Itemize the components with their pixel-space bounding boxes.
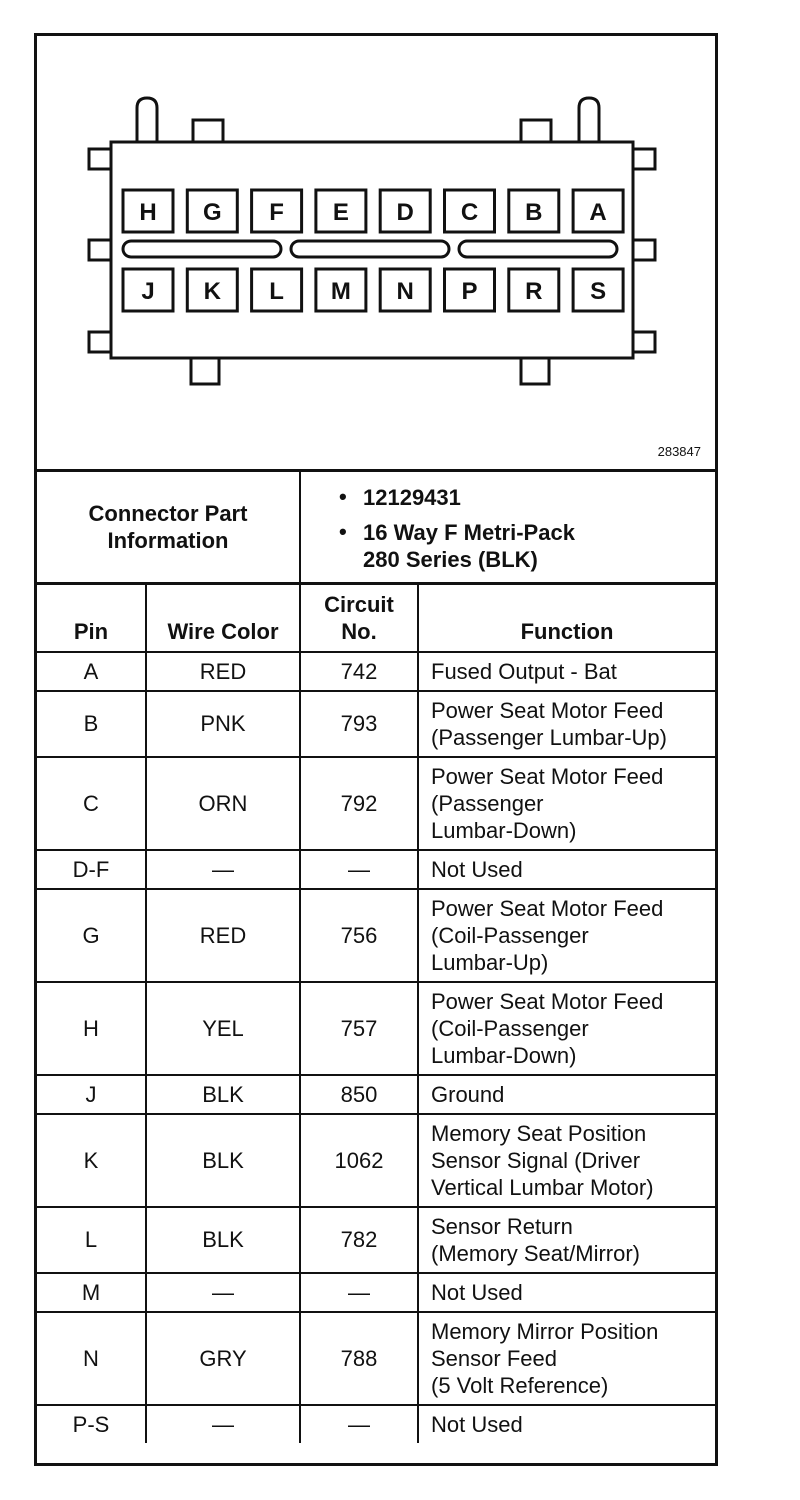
top-tab <box>193 120 223 144</box>
keying-slot <box>291 241 449 257</box>
cell-function: Sensor Return (Memory Seat/Mirror) <box>418 1207 715 1273</box>
table-row <box>37 1075 715 1114</box>
pin-label: D <box>396 199 414 226</box>
pin-label: H <box>139 199 157 226</box>
pinout-table <box>37 582 715 1443</box>
table-row <box>37 691 715 757</box>
header-function: Function <box>418 583 715 652</box>
cell-circuit-no: 1062 <box>300 1114 418 1207</box>
cell-circuit-no: 782 <box>300 1207 418 1273</box>
pin-label: N <box>396 278 414 305</box>
pin-label: R <box>525 278 543 305</box>
table-row <box>37 1114 715 1207</box>
pin-label: B <box>525 199 543 226</box>
cell-circuit-no: 788 <box>300 1312 418 1405</box>
cell-pin: J <box>37 1075 146 1114</box>
cell-wire-color: — <box>146 1405 300 1443</box>
connector-info-label: Connector Part Information <box>37 472 301 582</box>
cell-circuit-no: 756 <box>300 889 418 982</box>
cell-wire-color: BLK <box>146 1114 300 1207</box>
cell-pin: P-S <box>37 1405 146 1443</box>
cell-function: Not Used <box>418 1273 715 1312</box>
side-tab <box>633 332 655 352</box>
pin-label: L <box>269 278 284 305</box>
cell-function: Power Seat Motor Feed (Passenger Lumbar-Up) <box>418 691 715 757</box>
cell-circuit-no: — <box>300 1405 418 1443</box>
cell-function: Not Used <box>418 850 715 889</box>
cell-function: Power Seat Motor Feed (Coil-Passenger Lumbar-Down) <box>418 982 715 1075</box>
cell-wire-color: ORN <box>146 757 300 850</box>
cell-circuit-no: 757 <box>300 982 418 1075</box>
side-tab <box>89 240 111 260</box>
keying-slot <box>459 241 617 257</box>
figure-number: 283847 <box>657 444 701 459</box>
cell-wire-color: GRY <box>146 1312 300 1405</box>
cell-function: Not Used <box>418 1405 715 1443</box>
cell-wire-color: PNK <box>146 691 300 757</box>
pin-label: J <box>141 278 155 305</box>
cell-function: Memory Seat Position Sensor Signal (Driver Vertical Lumbar Motor) <box>418 1114 715 1207</box>
pin-label: C <box>460 199 479 226</box>
pin-label: M <box>330 278 351 305</box>
bullet-icon: • <box>339 484 347 509</box>
cell-pin: L <box>37 1207 146 1273</box>
cell-pin: M <box>37 1273 146 1312</box>
cell-pin: N <box>37 1312 146 1405</box>
cell-wire-color: — <box>146 1273 300 1312</box>
connector-document <box>34 33 718 1466</box>
cell-circuit-no: 742 <box>300 652 418 691</box>
cell-pin: D-F <box>37 850 146 889</box>
cell-wire-color: RED <box>146 652 300 691</box>
part-number: 12129431 <box>363 485 461 510</box>
table-row <box>37 889 715 982</box>
bullet-icon: • <box>339 519 347 544</box>
top-tab <box>521 120 551 144</box>
connector-diagram <box>37 36 715 472</box>
cell-circuit-no: — <box>300 1273 418 1312</box>
info-item <box>301 484 711 511</box>
cell-pin: A <box>37 652 146 691</box>
table-row <box>37 652 715 691</box>
table-row <box>37 1273 715 1312</box>
connector-info-list <box>301 484 711 581</box>
cell-pin: G <box>37 889 146 982</box>
table-row <box>37 1312 715 1405</box>
pin-label: A <box>589 199 607 226</box>
side-tab <box>89 149 111 169</box>
side-tab <box>633 240 655 260</box>
pin-label: G <box>202 199 222 226</box>
cell-circuit-no: 792 <box>300 757 418 850</box>
cell-circuit-no: 850 <box>300 1075 418 1114</box>
pin-label: K <box>203 278 221 305</box>
cell-wire-color: — <box>146 850 300 889</box>
side-tab <box>89 332 111 352</box>
connector-type: 16 Way F Metri-Pack 280 Series (BLK) <box>363 520 575 572</box>
bottom-tab <box>521 356 549 384</box>
cell-function: Fused Output - Bat <box>418 652 715 691</box>
cell-pin: B <box>37 691 146 757</box>
connector-face-drawing <box>37 36 715 469</box>
side-tab <box>633 149 655 169</box>
table-row <box>37 757 715 850</box>
header-pin: Pin <box>37 583 146 652</box>
header-circuit-no: Circuit No. <box>300 583 418 652</box>
cell-function: Memory Mirror Position Sensor Feed (5 Volt Reference) <box>418 1312 715 1405</box>
pin-label: E <box>332 199 349 226</box>
table-row <box>37 850 715 889</box>
latch-post <box>579 98 599 146</box>
cell-circuit-no: 793 <box>300 691 418 757</box>
cell-wire-color: BLK <box>146 1075 300 1114</box>
cell-wire-color: YEL <box>146 982 300 1075</box>
cell-pin: H <box>37 982 146 1075</box>
connector-part-info <box>37 472 715 585</box>
info-item <box>301 519 711 573</box>
pin-label: F <box>269 199 284 226</box>
pin-label: P <box>461 278 478 305</box>
bottom-tab <box>191 356 219 384</box>
pin-label: S <box>590 278 607 305</box>
cell-circuit-no: — <box>300 850 418 889</box>
cell-wire-color: BLK <box>146 1207 300 1273</box>
header-wire-color: Wire Color <box>146 583 300 652</box>
cell-function: Power Seat Motor Feed (Passenger Lumbar-Down) <box>418 757 715 850</box>
table-row <box>37 1207 715 1273</box>
keying-slot <box>123 241 281 257</box>
table-row <box>37 982 715 1075</box>
table-header-row <box>37 583 715 652</box>
cell-pin: C <box>37 757 146 850</box>
cell-wire-color: RED <box>146 889 300 982</box>
cell-function: Power Seat Motor Feed (Coil-Passenger Lumbar-Up) <box>418 889 715 982</box>
latch-post <box>137 98 157 146</box>
table-row <box>37 1405 715 1443</box>
cell-function: Ground <box>418 1075 715 1114</box>
cell-pin: K <box>37 1114 146 1207</box>
